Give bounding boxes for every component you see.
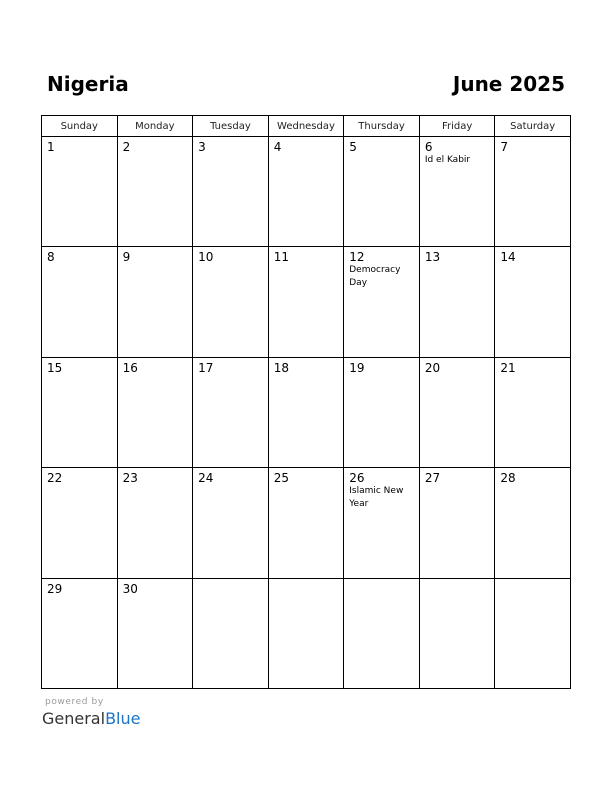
day-cell [268, 247, 344, 357]
day-number: 22 [47, 471, 63, 486]
day-cell [193, 468, 269, 578]
day-number: 25 [273, 471, 289, 486]
day-number: 7 [500, 140, 509, 154]
day-number: 15 [47, 360, 63, 375]
day-cell [344, 137, 420, 247]
day-cell [42, 578, 118, 688]
day-cell [495, 357, 571, 467]
day-number: 6 [424, 140, 433, 154]
day-number: 5 [349, 140, 357, 154]
day-cell [117, 247, 193, 357]
day-number: 8 [47, 250, 55, 265]
day-cell [344, 247, 420, 357]
weekday-sunday: Sunday [42, 116, 118, 137]
day-number: 26 [349, 471, 365, 486]
day-number: 29 [47, 581, 63, 596]
calendar-month-title: June 2025 [452, 72, 565, 96]
generalblue-logo[interactable] [42, 709, 140, 729]
weekday-tuesday: Tuesday [193, 116, 269, 137]
day-number: 18 [273, 360, 289, 375]
day-number: 11 [273, 250, 289, 265]
brand-general-text: General [42, 709, 106, 728]
day-number: 16 [122, 360, 138, 375]
day-number: 10 [198, 250, 214, 265]
day-cell [495, 578, 571, 688]
day-number: 23 [122, 471, 138, 486]
day-cell [268, 578, 344, 688]
weekday-friday: Friday [419, 116, 495, 137]
day-cell [344, 357, 420, 467]
day-number: 1 [47, 140, 55, 154]
day-cell [193, 137, 269, 247]
weekday-thursday: Thursday [344, 116, 420, 137]
holiday-label: Democracy Day [349, 265, 401, 289]
day-cell [495, 247, 571, 357]
day-number: 28 [500, 471, 516, 486]
day-cell [268, 137, 344, 247]
day-cell [268, 468, 344, 578]
day-number: 30 [122, 581, 138, 596]
day-number: 12 [349, 250, 365, 265]
holiday-label: Id el Kabir [424, 155, 471, 165]
calendar-week-row [42, 137, 571, 247]
day-cell [419, 357, 495, 467]
day-cell [117, 137, 193, 247]
calendar-week-row [42, 468, 571, 578]
day-cell [117, 357, 193, 467]
day-cell [495, 137, 571, 247]
weekday-saturday: Saturday [495, 116, 571, 137]
day-number: 21 [500, 360, 516, 375]
calendar-week-row [42, 357, 571, 467]
day-number: 13 [424, 250, 441, 265]
day-cell [42, 247, 118, 357]
day-number: 19 [349, 360, 365, 375]
day-cell [268, 357, 344, 467]
day-cell [419, 578, 495, 688]
day-cell [193, 247, 269, 357]
weekday-header-row [42, 116, 571, 137]
day-cell [42, 468, 118, 578]
weekday-wednesday: Wednesday [268, 116, 344, 137]
day-number: 14 [500, 250, 516, 265]
day-cell [419, 468, 495, 578]
calendar-week-row [42, 578, 571, 688]
calendar-grid [41, 115, 571, 689]
day-number: 4 [273, 140, 282, 154]
day-number: 9 [122, 250, 131, 265]
day-number: 27 [424, 471, 441, 486]
day-cell [42, 357, 118, 467]
calendar-week-row [42, 247, 571, 357]
day-cell [419, 137, 495, 247]
day-cell [117, 578, 193, 688]
day-cell [344, 468, 420, 578]
day-number: 3 [198, 140, 206, 154]
footer-branding [42, 697, 140, 729]
day-number: 17 [198, 360, 214, 375]
holiday-label: Islamic New Year [349, 486, 404, 510]
calendar-country-title: Nigeria [47, 72, 129, 96]
powered-by-text: powered by [45, 697, 104, 707]
day-cell [495, 468, 571, 578]
day-cell [344, 578, 420, 688]
day-cell [193, 357, 269, 467]
weekday-monday: Monday [117, 116, 193, 137]
day-cell [117, 468, 193, 578]
day-number: 20 [424, 360, 441, 375]
day-cell [193, 578, 269, 688]
day-number: 2 [122, 140, 131, 154]
day-cell [419, 247, 495, 357]
brand-blue-text: Blue [105, 709, 141, 728]
day-cell [42, 137, 118, 247]
day-number: 24 [198, 471, 214, 486]
